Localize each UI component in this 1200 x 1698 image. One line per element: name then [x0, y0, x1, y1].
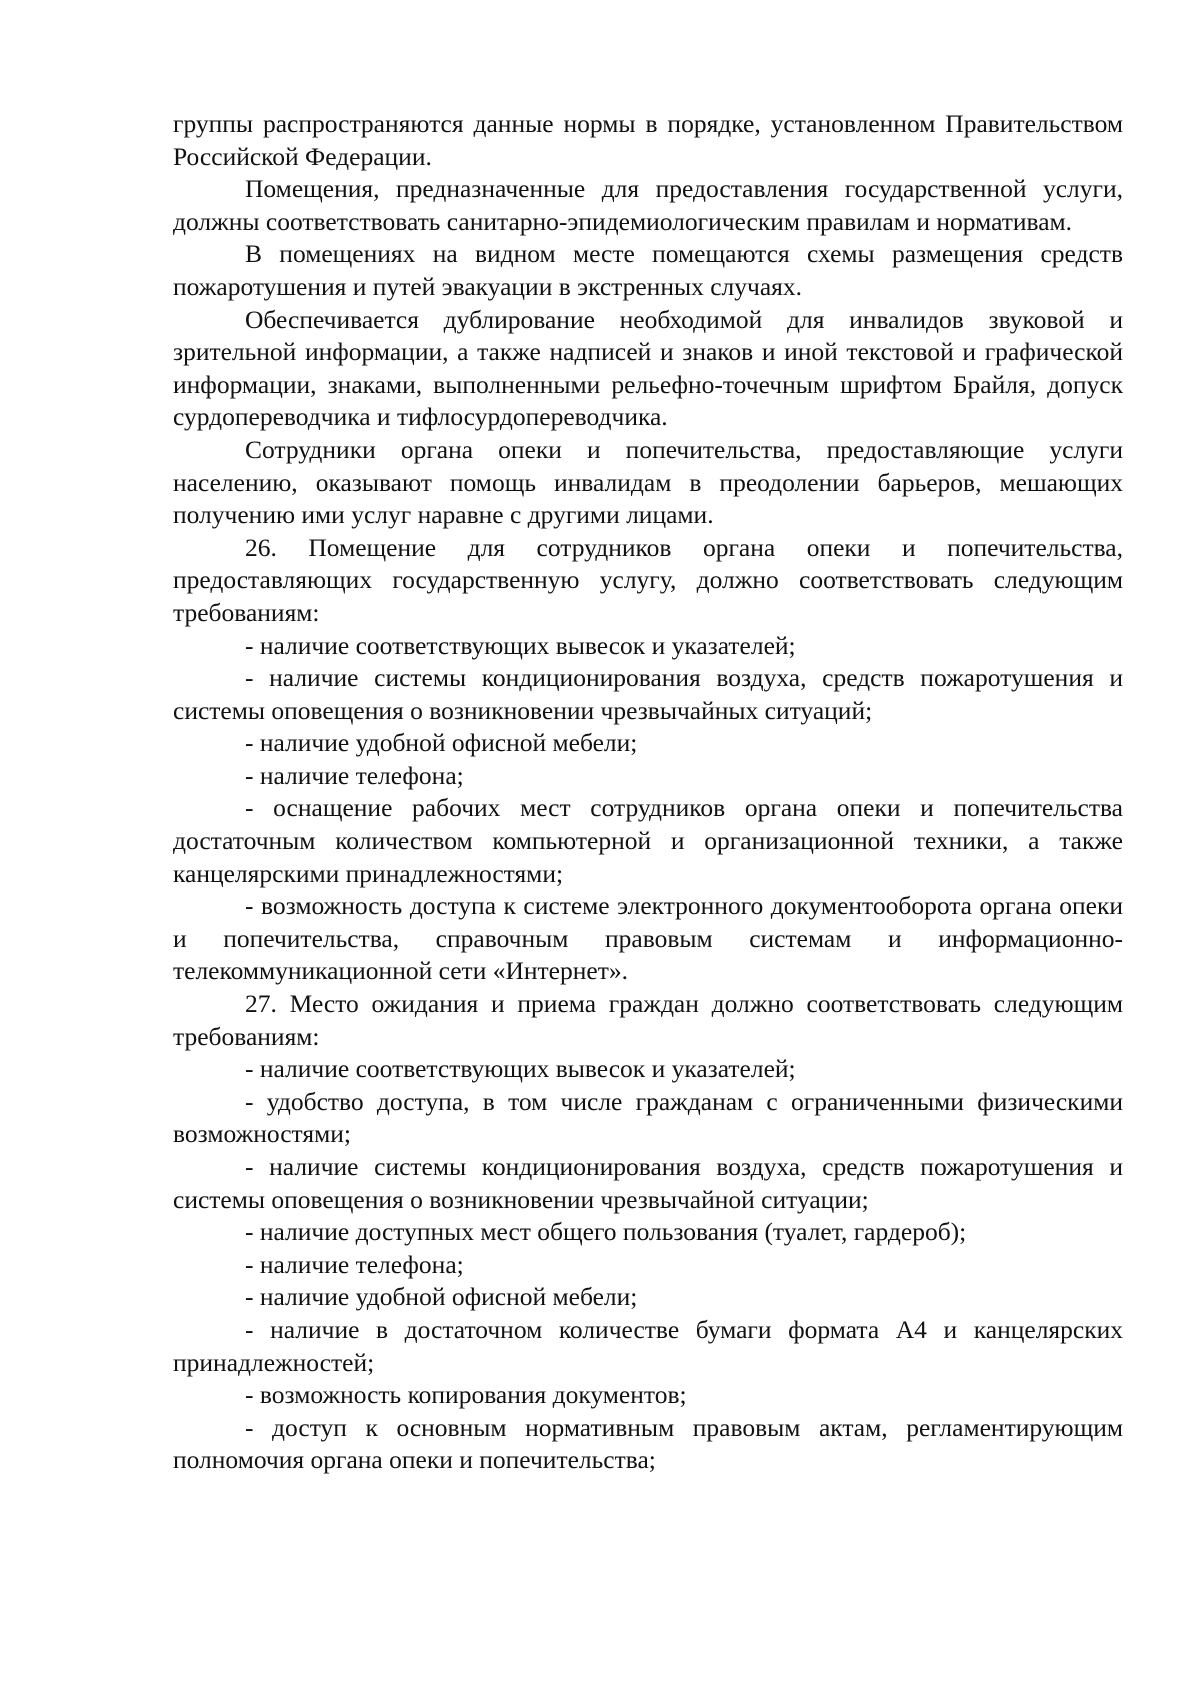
paragraph-item-26: 26. Помещение для сотрудников органа опеки и попечительства, предоставляющих государственную услугу, должно соответствовать следующим требованиям: — [173, 532, 1123, 627]
list-item: - возможность доступа к системе электронного документооборота органа опеки и попечительства, справочным правовым системам и информационно-телекоммуникационной сети «Интернет». — [173, 891, 1123, 986]
list-item: - наличие телефона; — [245, 1249, 464, 1279]
list-item: - наличие удобной офисной мебели; — [245, 1282, 638, 1312]
paragraph-staff-assistance: Сотрудники органа опеки и попечительства, предоставляющие услуги населению, оказывают помощь инвалидам в преодолении барьеров, мешающих получению ими услуг наравне с другими лицами. — [173, 434, 1123, 530]
list-item: - оснащение рабочих мест сотрудников органа опеки и попечительства достаточным количеством компьютерной и организационной техники, а также канцелярскими принадлежностями; — [173, 793, 1123, 888]
paragraph-item-27: 27. Место ожидания и приема граждан должно соответствовать следующим требованиям: — [173, 989, 1123, 1051]
list-item: - доступ к основным нормативным правовым актам, регламентирующим полномочия органа опеки и попечительства; — [173, 1412, 1123, 1475]
paragraph-sanitary-requirements: Помещения, предназначенные для предоставления государственной услуги, должны соответствовать санитарно-эпидемиологическим правилам и нормативам. — [173, 174, 1123, 236]
paragraph-evacuation-schemes: В помещениях на видном месте помещаются схемы размещения средств пожаротушения и путей эвакуации в экстренных случаях. — [173, 239, 1123, 301]
list-item: - наличие соответствующих вывесок и указателей; — [245, 1054, 796, 1084]
list-item: - наличие системы кондиционирования воздуха, средств пожаротушения и системы оповещения о возникновении чрезвычайных ситуаций; — [173, 663, 1123, 725]
list-item: - удобство доступа, в том числе гражданам с ограниченными физическими возможностями; — [173, 1086, 1123, 1149]
list-item: - наличие системы кондиционирования воздуха, средств пожаротушения и системы оповещения о возникновении чрезвычайной ситуации; — [173, 1152, 1123, 1214]
document-page — [173, 108, 1123, 1477]
list-item: - наличие телефона; — [245, 760, 464, 790]
list-item: - наличие доступных мест общего пользования (туалет, гардероб); — [245, 1217, 967, 1247]
list-item: - наличие соответствующих вывесок и указателей; — [245, 630, 796, 660]
list-item: - возможность копирования документов; — [245, 1380, 687, 1410]
paragraph-continuation: группы распространяются данные нормы в порядке, установленном Правительством Российской Федерации. — [173, 109, 1123, 171]
list-item: - наличие в достаточном количестве бумаги формата А4 и канцелярских принадлежностей; — [173, 1314, 1123, 1377]
paragraph-accessibility-info: Обеспечивается дублирование необходимой для инвалидов звуковой и зрительной информации, а также надписей и знаков и иной текстовой и графической информации, знаками, выполненными рельефно-точечным шрифтом Брайля, допуск сурдопереводчика и тифлосурдопереводчика. — [173, 304, 1123, 432]
list-item: - наличие удобной офисной мебели; — [245, 728, 638, 758]
